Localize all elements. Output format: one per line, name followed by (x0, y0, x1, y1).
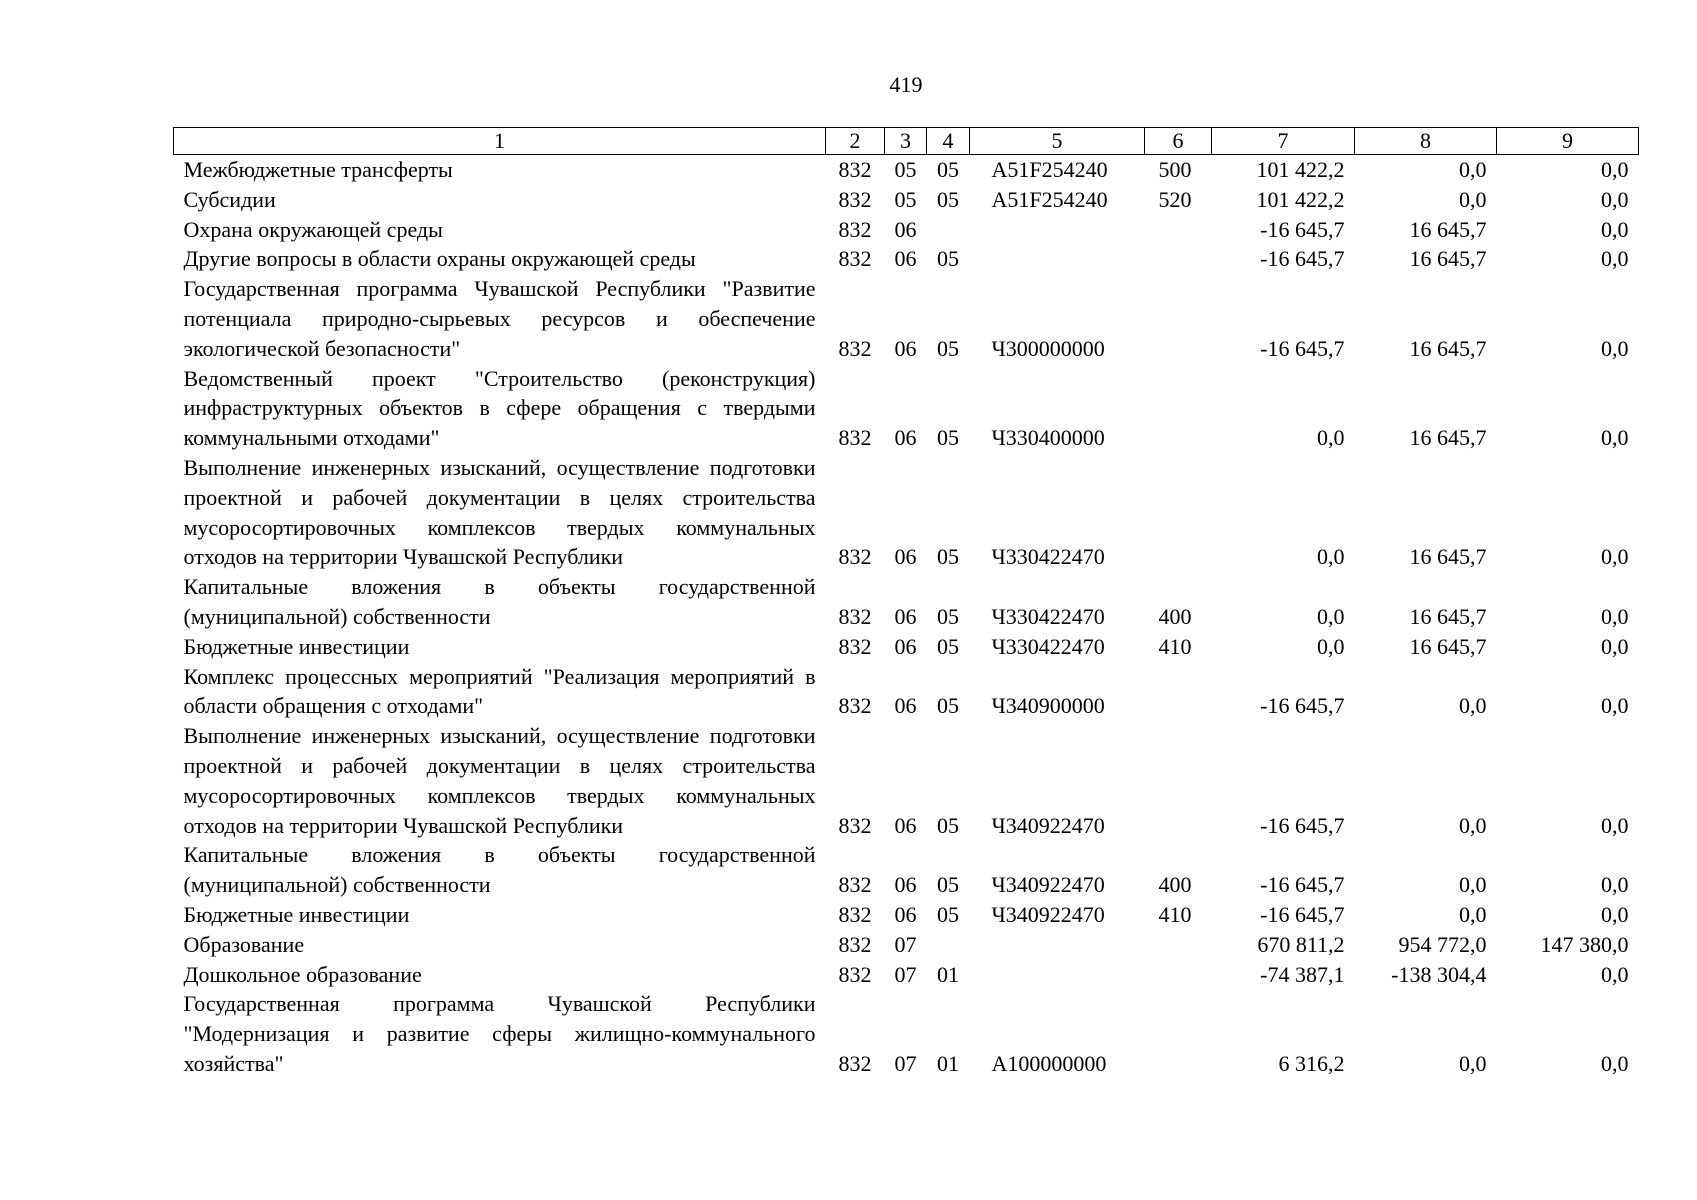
row-target-article: A100000000 (991, 1050, 1107, 1076)
row-expense-type: 400 (1158, 872, 1192, 898)
header-col-1: 1 (174, 128, 826, 155)
table-row (174, 215, 1639, 245)
row-name: Капитальные вложения в объекты государственной (муниципальной) собственности (183, 842, 816, 898)
table-row (174, 721, 1639, 840)
row-section-code: 06 (894, 544, 917, 570)
row-ministry-code: 832 (838, 872, 872, 898)
row-name: Ведомственный проект "Строительство (реконструкция) инфраструктурных объектов в сфере обращения с твердыми коммунальными отходами" (183, 365, 816, 451)
row-section-code: 06 (894, 693, 917, 719)
table-row (174, 900, 1639, 930)
row-section-code: 06 (894, 633, 917, 659)
row-expense-type: 500 (1158, 157, 1192, 182)
row-ministry-code: 832 (838, 961, 872, 987)
row-ministry-code: 832 (838, 901, 872, 927)
row-amount-col9: 0,0 (1601, 246, 1629, 272)
row-amount-col7: -16 645,7 (1260, 872, 1345, 898)
header-col-3: 3 (885, 128, 927, 155)
row-amount-col9: 0,0 (1601, 216, 1629, 242)
table-row (174, 274, 1639, 363)
row-target-article (970, 960, 1145, 990)
row-section-code: 07 (894, 1050, 917, 1076)
row-amount-col7: -16 645,7 (1260, 335, 1345, 361)
row-amount-col8: 16 645,7 (1409, 246, 1487, 272)
table-row (174, 632, 1639, 662)
row-amount-col9: 0,0 (1601, 157, 1629, 182)
row-section-code: 06 (894, 603, 917, 629)
row-target-article: Ч340922470 (991, 872, 1105, 898)
row-name: Другие вопросы в области охраны окружающей среды (183, 246, 696, 272)
row-amount-col7: 0,0 (1317, 633, 1345, 659)
row-subsection-code: 05 (937, 693, 959, 719)
row-target-article (970, 930, 1145, 960)
row-subsection-code: 01 (937, 961, 959, 987)
row-ministry-code: 832 (838, 157, 872, 182)
row-amount-col7: 101 422,2 (1256, 186, 1345, 212)
row-expense-type: 520 (1158, 186, 1192, 212)
row-expense-type (1145, 662, 1212, 722)
row-name: Охрана окружающей среды (183, 216, 443, 242)
table-row (174, 960, 1639, 990)
table-body (174, 155, 1639, 1079)
row-subsection-code: 05 (937, 544, 959, 570)
row-target-article (970, 215, 1145, 245)
row-ministry-code: 832 (838, 633, 872, 659)
row-subsection-code: 05 (937, 186, 959, 212)
row-amount-col8: 16 645,7 (1409, 544, 1487, 570)
row-name: Межбюджетные трансферты (183, 157, 453, 182)
row-ministry-code: 832 (838, 931, 872, 957)
row-expense-type (1145, 274, 1212, 363)
row-amount-col9: 0,0 (1601, 335, 1629, 361)
row-target-article: Ч340922470 (991, 901, 1105, 927)
row-amount-col9: 0,0 (1601, 425, 1629, 451)
row-name: Капитальные вложения в объекты государственной (муниципальной) собственности (183, 574, 816, 629)
row-amount-col8: 16 645,7 (1409, 603, 1487, 629)
row-amount-col9: 0,0 (1601, 901, 1629, 927)
row-amount-col8: 0,0 (1459, 693, 1487, 719)
row-section-code: 06 (894, 216, 917, 242)
row-ministry-code: 832 (838, 544, 872, 570)
row-name: Бюджетные инвестиции (183, 901, 410, 927)
row-subsection-code: 05 (937, 157, 959, 182)
row-expense-type (1145, 989, 1212, 1078)
row-expense-type (1145, 960, 1212, 990)
row-section-code: 07 (894, 931, 917, 957)
row-expense-type (1145, 244, 1212, 274)
row-subsection-code: 05 (937, 425, 959, 451)
row-subsection-code: 05 (937, 633, 959, 659)
row-target-article: Ч330422470 (991, 603, 1105, 629)
row-target-article: Ч340900000 (991, 693, 1105, 719)
row-target-article: Ч330422470 (991, 633, 1105, 659)
row-ministry-code: 832 (838, 603, 872, 629)
row-section-code: 06 (894, 901, 917, 927)
table-row (174, 662, 1639, 722)
row-section-code: 06 (894, 812, 917, 838)
row-name: Образование (183, 931, 305, 957)
row-amount-col7: 0,0 (1317, 425, 1345, 451)
row-target-article: Ч340922470 (991, 812, 1105, 838)
row-ministry-code: 832 (838, 1050, 872, 1076)
row-section-code: 05 (894, 186, 917, 212)
row-amount-col9: 0,0 (1601, 186, 1629, 212)
row-amount-col7: 6 316,2 (1278, 1050, 1345, 1076)
header-col-4: 4 (927, 128, 970, 155)
row-target-article: Ч330422470 (991, 544, 1105, 570)
row-amount-col9: 0,0 (1601, 961, 1629, 987)
row-amount-col8: 16 645,7 (1409, 633, 1487, 659)
header-col-7: 7 (1212, 128, 1355, 155)
row-amount-col8: 16 645,7 (1409, 425, 1487, 451)
row-expense-type (1145, 930, 1212, 960)
row-expense-type: 400 (1158, 603, 1192, 629)
row-amount-col8: 0,0 (1459, 872, 1487, 898)
row-target-article (970, 244, 1145, 274)
row-name: Выполнение инженерных изысканий, осуществление подготовки проектной и рабочей документации в целях строительства мусоросортировочных комплексов твердых коммунальных отходов на территории Чувашской Республики (183, 723, 816, 838)
row-subsection-code: 05 (937, 246, 959, 272)
row-amount-col7: -16 645,7 (1260, 693, 1345, 719)
row-ministry-code: 832 (838, 693, 872, 719)
row-name: Государственная программа Чувашской Республики "Развитие потенциала природно-сырьевых ресурсов и обеспечение экологической безопасности" (183, 276, 816, 361)
row-section-code: 06 (894, 425, 917, 451)
row-name: Субсидии (183, 186, 276, 212)
table-row (174, 453, 1639, 572)
row-subsection-code (927, 930, 970, 960)
table-row (174, 244, 1639, 274)
budget-table (173, 127, 1639, 1079)
row-ministry-code: 832 (838, 246, 872, 272)
row-target-article: A51F254240 (991, 186, 1108, 212)
row-amount-col7: 0,0 (1317, 544, 1345, 570)
row-subsection-code: 05 (937, 872, 959, 898)
row-amount-col8: 0,0 (1459, 901, 1487, 927)
row-amount-col7: -16 645,7 (1260, 216, 1345, 242)
table-row (174, 989, 1639, 1078)
row-target-article: A51F254240 (991, 157, 1108, 182)
row-amount-col8: 0,0 (1459, 157, 1487, 182)
row-ministry-code: 832 (838, 335, 872, 361)
table-row (174, 185, 1639, 215)
table-row (174, 572, 1639, 632)
row-name: Бюджетные инвестиции (183, 633, 410, 659)
table-row (174, 930, 1639, 960)
page-number: 419 (889, 72, 923, 97)
header-col-5: 5 (970, 128, 1145, 155)
row-section-code: 06 (894, 335, 917, 361)
header-col-9: 9 (1497, 128, 1639, 155)
row-ministry-code: 832 (838, 216, 872, 242)
row-section-code: 06 (894, 246, 917, 272)
header-col-6: 6 (1145, 128, 1212, 155)
row-expense-type (1145, 215, 1212, 245)
row-target-article: Ч300000000 (991, 335, 1105, 361)
row-expense-type: 410 (1158, 633, 1192, 659)
row-amount-col9: 0,0 (1601, 693, 1629, 719)
row-amount-col8: -138 304,4 (1391, 961, 1487, 987)
row-expense-type: 410 (1158, 901, 1192, 927)
row-amount-col7: -16 645,7 (1260, 812, 1345, 838)
row-amount-col9: 0,0 (1601, 812, 1629, 838)
row-subsection-code: 05 (937, 901, 959, 927)
row-amount-col7: -74 387,1 (1260, 961, 1345, 987)
row-expense-type (1145, 364, 1212, 453)
row-expense-type (1145, 721, 1212, 840)
row-amount-col8: 0,0 (1459, 1050, 1487, 1076)
row-amount-col7: -16 645,7 (1260, 246, 1345, 272)
row-amount-col8: 16 645,7 (1409, 216, 1487, 242)
row-name: Выполнение инженерных изысканий, осуществление подготовки проектной и рабочей документации в целях строительства мусоросортировочных комплексов твердых коммунальных отходов на территории Чувашской Республики (183, 454, 816, 570)
row-ministry-code: 832 (838, 812, 872, 838)
table-row (174, 364, 1639, 453)
header-col-2: 2 (826, 128, 885, 155)
table-row (174, 840, 1639, 900)
row-name: Комплекс процессных мероприятий "Реализация мероприятий в области обращения с отходами" (183, 663, 816, 719)
row-amount-col9: 0,0 (1601, 603, 1629, 629)
row-amount-col8: 0,0 (1459, 812, 1487, 838)
row-subsection-code: 05 (937, 603, 959, 629)
row-target-article: Ч330400000 (991, 425, 1105, 451)
header-col-8: 8 (1355, 128, 1497, 155)
row-name: Государственная программа Чувашской Республики "Модернизация и развитие сферы жилищно-коммунального хозяйства" (183, 991, 816, 1076)
row-subsection-code: 05 (937, 812, 959, 838)
header-row (174, 128, 1639, 155)
row-subsection-code: 05 (937, 335, 959, 361)
row-section-code: 07 (894, 961, 917, 987)
row-amount-col7: 670 811,2 (1257, 931, 1345, 957)
row-amount-col9: 0,0 (1601, 633, 1629, 659)
row-amount-col9: 147 380,0 (1540, 931, 1629, 957)
row-section-code: 05 (894, 157, 917, 182)
row-ministry-code: 832 (838, 425, 872, 451)
row-amount-col8: 954 772,0 (1398, 931, 1487, 957)
row-expense-type (1145, 453, 1212, 572)
row-name: Дошкольное образование (183, 961, 422, 987)
row-section-code: 06 (894, 872, 917, 898)
table-row (174, 155, 1639, 185)
row-subsection-code (927, 215, 970, 245)
row-amount-col8: 16 645,7 (1409, 335, 1487, 361)
row-amount-col9: 0,0 (1601, 544, 1629, 570)
row-amount-col9: 0,0 (1601, 1050, 1629, 1076)
row-subsection-code: 01 (937, 1050, 959, 1076)
row-amount-col9: 0,0 (1601, 872, 1629, 898)
row-amount-col8: 0,0 (1459, 186, 1487, 212)
row-amount-col7: -16 645,7 (1260, 901, 1345, 927)
row-amount-col7: 0,0 (1317, 603, 1345, 629)
row-ministry-code: 832 (838, 186, 872, 212)
row-amount-col7: 101 422,2 (1256, 157, 1345, 182)
